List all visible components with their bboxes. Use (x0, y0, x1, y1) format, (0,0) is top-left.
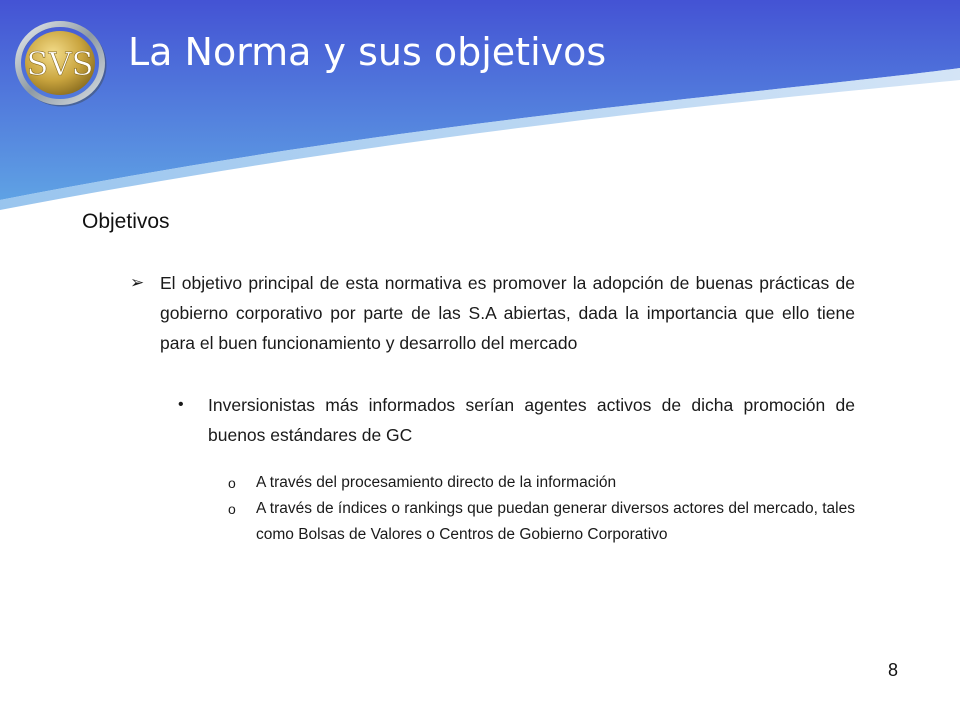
slide-title: La Norma y sus objetivos (128, 30, 607, 74)
bullet-level2 (178, 390, 855, 450)
bullet-level3-text: A través del procesamiento directo de la información (256, 474, 617, 491)
bullet-level2-text: Inversionistas más informados serían agentes activos de dicha promoción de buenos estándares de GC (208, 395, 855, 445)
section-heading: Objetivos (82, 210, 170, 233)
bullet-level3-text: A través de índices o rankings que puedan generar diversos actores del mercado, tales como Bolsas de Valores o Centros de Gobierno Corporativo (256, 500, 855, 543)
slide-content (130, 268, 855, 548)
bullet-level3-list (226, 470, 855, 548)
circle-bullet-icon: o (228, 501, 236, 517)
arrow-bullet-icon: ➢ (130, 273, 145, 292)
list-item (226, 470, 855, 496)
circle-bullet-icon: o (228, 475, 236, 491)
bullet-level1-text: El objetivo principal de esta normativa es promover la adopción de buenas prácticas de gobierno corporativo por parte de las S.A abiertas, dada la importancia que ello tiene para el buen funcionamiento y desarrollo del mercado (160, 273, 855, 353)
page-number: 8 (888, 660, 899, 680)
bullet-level1 (130, 268, 855, 358)
dot-bullet-icon: • (178, 396, 184, 413)
svs-logo (14, 18, 110, 108)
logo-text: SVS (26, 45, 94, 83)
list-item (226, 496, 855, 548)
